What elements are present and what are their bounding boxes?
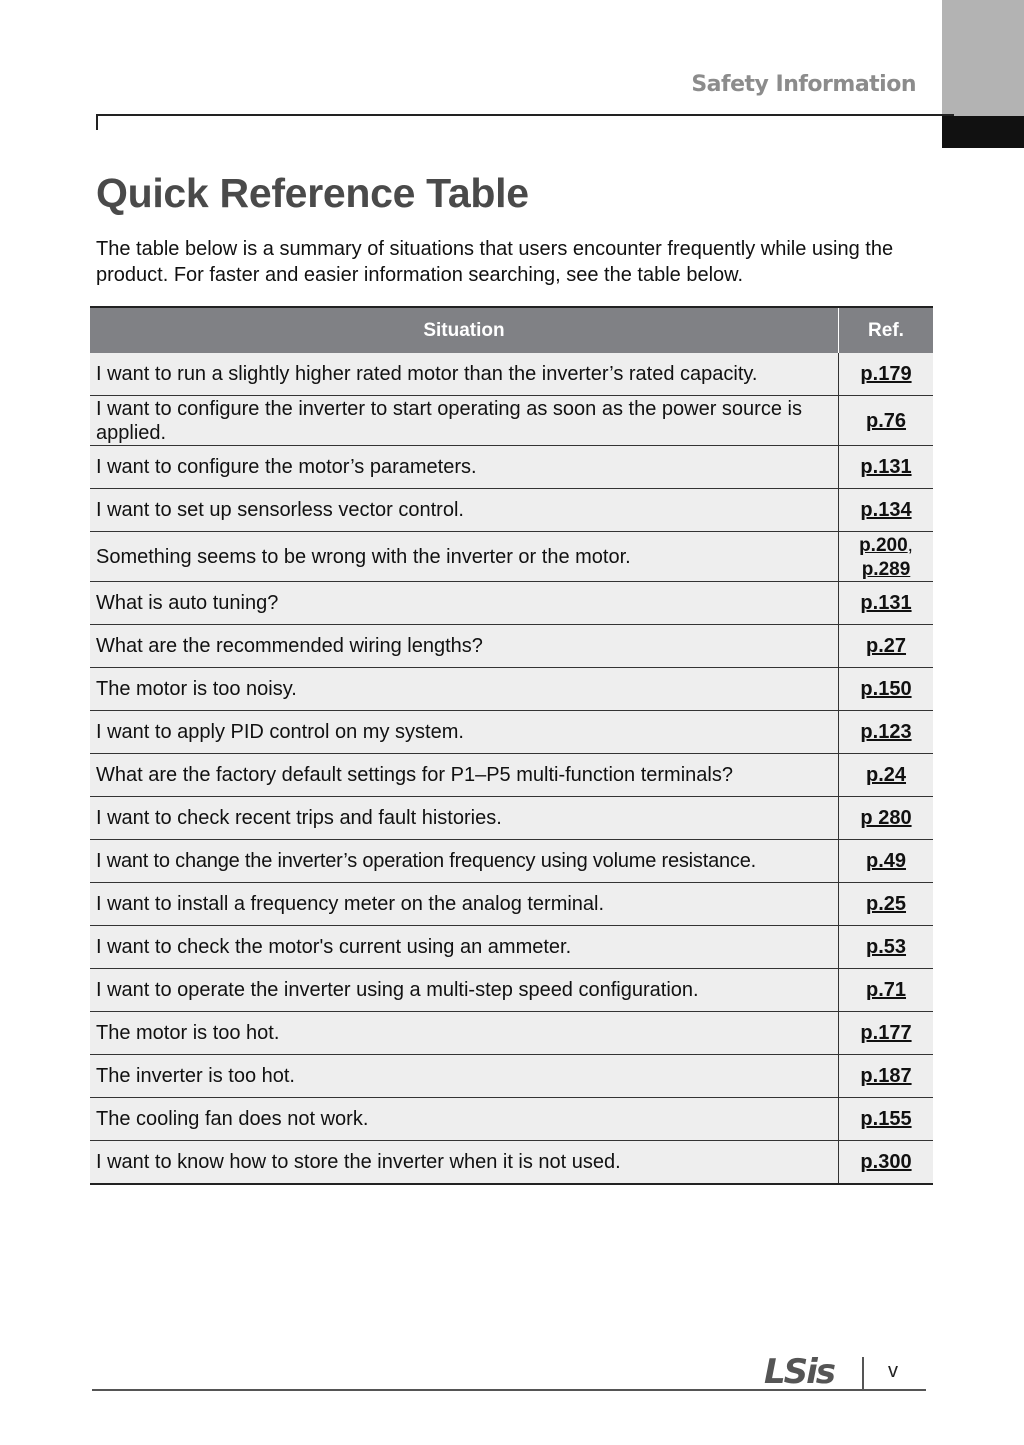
situation-cell: I want to set up sensorless vector control. bbox=[90, 489, 839, 532]
footer-separator bbox=[862, 1357, 864, 1389]
situation-cell: What are the factory default settings for P1–P5 multi-function terminals? bbox=[90, 754, 839, 797]
page-ref-link[interactable]: p.71 bbox=[865, 979, 907, 1001]
page-ref-link[interactable]: p.200 bbox=[859, 534, 908, 556]
page-ref-link[interactable]: p.131 bbox=[860, 456, 912, 478]
column-header-ref: Ref. bbox=[839, 307, 934, 353]
table-header-row bbox=[90, 307, 933, 353]
table-row bbox=[90, 797, 933, 840]
ref-cell bbox=[839, 969, 934, 1012]
table-row bbox=[90, 883, 933, 926]
situation-cell: The inverter is too hot. bbox=[90, 1055, 839, 1098]
table-row bbox=[90, 353, 933, 396]
page-ref-link[interactable]: p.27 bbox=[865, 635, 907, 657]
page-ref-link[interactable]: p.177 bbox=[860, 1022, 912, 1044]
situation-cell: Something seems to be wrong with the inverter or the motor. bbox=[90, 532, 839, 582]
ref-cell bbox=[839, 1012, 934, 1055]
table-row bbox=[90, 668, 933, 711]
situation-cell: I want to change the inverter’s operation frequency using volume resistance. bbox=[90, 840, 839, 883]
situation-cell: I want to install a frequency meter on the analog terminal. bbox=[90, 883, 839, 926]
table-row bbox=[90, 396, 933, 446]
table-row bbox=[90, 532, 933, 582]
ref-cell bbox=[839, 1098, 934, 1141]
page-ref-link[interactable]: p.187 bbox=[860, 1065, 912, 1087]
page-ref-link[interactable]: p.123 bbox=[860, 721, 912, 743]
ref-cell bbox=[839, 711, 934, 754]
table-row bbox=[90, 1055, 933, 1098]
page-number: v bbox=[888, 1360, 898, 1382]
situation-cell: The cooling fan does not work. bbox=[90, 1098, 839, 1141]
situation-cell: The motor is too noisy. bbox=[90, 668, 839, 711]
situation-cell: I want to run a slightly higher rated motor than the inverter’s rated capacity. bbox=[90, 353, 839, 396]
column-header-situation: Situation bbox=[90, 307, 839, 353]
page-ref-link[interactable]: p 280 bbox=[860, 807, 912, 829]
ref-cell bbox=[839, 353, 934, 396]
section-title: Safety Information bbox=[691, 72, 916, 97]
header-divider-tick bbox=[96, 114, 98, 130]
situation-cell: What are the recommended wiring lengths? bbox=[90, 625, 839, 668]
table-row bbox=[90, 582, 933, 625]
chapter-tab bbox=[942, 0, 1024, 116]
situation-cell: I want to configure the motor’s parameters. bbox=[90, 446, 839, 489]
ref-cell bbox=[839, 883, 934, 926]
page-title: Quick Reference Table bbox=[96, 170, 529, 216]
ref-cell bbox=[839, 582, 934, 625]
table-row bbox=[90, 840, 933, 883]
situation-cell: I want to check the motor's current using an ammeter. bbox=[90, 926, 839, 969]
page-ref-link[interactable]: p.49 bbox=[865, 850, 907, 872]
table-row bbox=[90, 625, 933, 668]
ref-cell bbox=[839, 489, 934, 532]
page-ref-link[interactable]: p.134 bbox=[860, 499, 912, 521]
table-row bbox=[90, 446, 933, 489]
page-ref-link[interactable]: p.24 bbox=[865, 764, 907, 786]
ref-cell bbox=[839, 1055, 934, 1098]
intro-paragraph: The table below is a summary of situations that users encounter frequently while using the product. For faster and easier information searching, see the table below. bbox=[96, 238, 894, 286]
ref-separator: , bbox=[907, 534, 913, 556]
chapter-tab-marker bbox=[942, 116, 1024, 148]
ref-cell bbox=[839, 926, 934, 969]
situation-cell: I want to operate the inverter using a multi-step speed configuration. bbox=[90, 969, 839, 1012]
page-ref-link[interactable]: p.179 bbox=[860, 363, 912, 385]
header-divider bbox=[96, 114, 954, 116]
ref-cell bbox=[839, 754, 934, 797]
ref-cell bbox=[839, 532, 934, 582]
situation-cell: What is auto tuning? bbox=[90, 582, 839, 625]
situation-cell: I want to configure the inverter to start operating as soon as the power source is applied. bbox=[90, 396, 839, 446]
situation-cell: I want to know how to store the inverter when it is not used. bbox=[90, 1141, 839, 1185]
table-row bbox=[90, 926, 933, 969]
situation-cell: I want to apply PID control on my system. bbox=[90, 711, 839, 754]
table-row bbox=[90, 754, 933, 797]
table-row bbox=[90, 969, 933, 1012]
table-row bbox=[90, 489, 933, 532]
ref-cell bbox=[839, 396, 934, 446]
ref-cell bbox=[839, 625, 934, 668]
page-ref-link[interactable]: p.131 bbox=[860, 592, 912, 614]
ref-cell bbox=[839, 1141, 934, 1185]
quick-reference-table bbox=[90, 306, 933, 1185]
ref-cell bbox=[839, 668, 934, 711]
table-row bbox=[90, 1098, 933, 1141]
page-ref-link[interactable]: p.25 bbox=[865, 893, 907, 915]
page-ref-link[interactable]: p.76 bbox=[865, 409, 907, 432]
ref-cell bbox=[839, 840, 934, 883]
page-ref-link[interactable]: p.53 bbox=[865, 936, 907, 958]
page-ref-link[interactable]: p.300 bbox=[860, 1151, 912, 1173]
table-row bbox=[90, 711, 933, 754]
situation-cell: The motor is too hot. bbox=[90, 1012, 839, 1055]
table-row bbox=[90, 1141, 933, 1185]
ref-cell bbox=[839, 446, 934, 489]
company-logo: LSis bbox=[764, 1352, 835, 1392]
page-ref-link[interactable]: p.150 bbox=[860, 678, 912, 700]
table-row bbox=[90, 1012, 933, 1055]
ref-cell bbox=[839, 797, 934, 840]
situation-cell: I want to check recent trips and fault histories. bbox=[90, 797, 839, 840]
page-ref-link[interactable]: p.289 bbox=[861, 558, 911, 580]
page-ref-link[interactable]: p.155 bbox=[860, 1108, 912, 1130]
